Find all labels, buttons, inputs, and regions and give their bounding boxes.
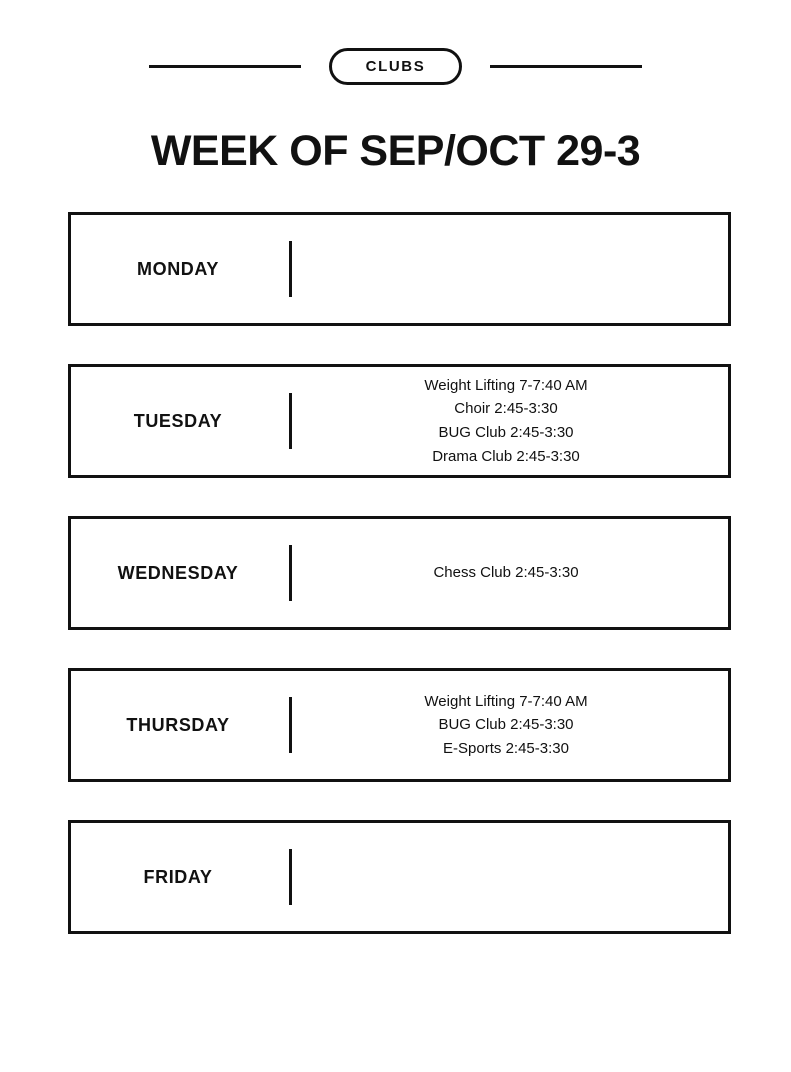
table-row xyxy=(68,668,731,782)
page-title: WEEK OF SEP/OCT 29-3 xyxy=(150,127,641,175)
event-item: Choir 2:45-3:30 xyxy=(454,400,558,418)
day-label-thursday: THURSDAY xyxy=(126,714,230,735)
header-badge-row xyxy=(0,48,791,85)
events-cell-thursday xyxy=(292,671,728,779)
schedule-list xyxy=(0,212,791,934)
event-item: Chess Club 2:45-3:30 xyxy=(433,564,579,582)
day-label-tuesday: TUESDAY xyxy=(133,410,223,431)
event-item: BUG Club 2:45-3:30 xyxy=(438,716,574,734)
table-row xyxy=(68,516,731,630)
day-label-cell xyxy=(71,215,289,323)
day-label-cell xyxy=(71,367,289,475)
day-label-friday: FRIDAY xyxy=(143,866,213,887)
event-item: E-Sports 2:45-3:30 xyxy=(443,739,569,757)
day-label-cell xyxy=(71,671,289,779)
header-rule-right xyxy=(490,65,642,68)
day-label-cell xyxy=(71,823,289,931)
events-cell-tuesday xyxy=(292,367,728,475)
table-row xyxy=(68,364,731,478)
table-row xyxy=(68,820,731,934)
clubs-badge: CLUBS xyxy=(329,48,463,85)
day-label-cell xyxy=(71,519,289,627)
clubs-schedule-page xyxy=(0,48,791,1072)
day-label-monday: MONDAY xyxy=(137,258,219,279)
events-cell-monday xyxy=(292,215,728,323)
event-item: Weight Lifting 7-7:40 AM xyxy=(424,692,588,710)
day-label-wednesday: WEDNESDAY xyxy=(117,562,239,583)
table-row xyxy=(68,212,731,326)
header-rule-left xyxy=(149,65,301,68)
event-item: Drama Club 2:45-3:30 xyxy=(432,447,580,465)
event-item: BUG Club 2:45-3:30 xyxy=(438,424,574,442)
event-item: Weight Lifting 7-7:40 AM xyxy=(424,376,588,394)
events-cell-wednesday xyxy=(292,519,728,627)
events-cell-friday xyxy=(292,823,728,931)
